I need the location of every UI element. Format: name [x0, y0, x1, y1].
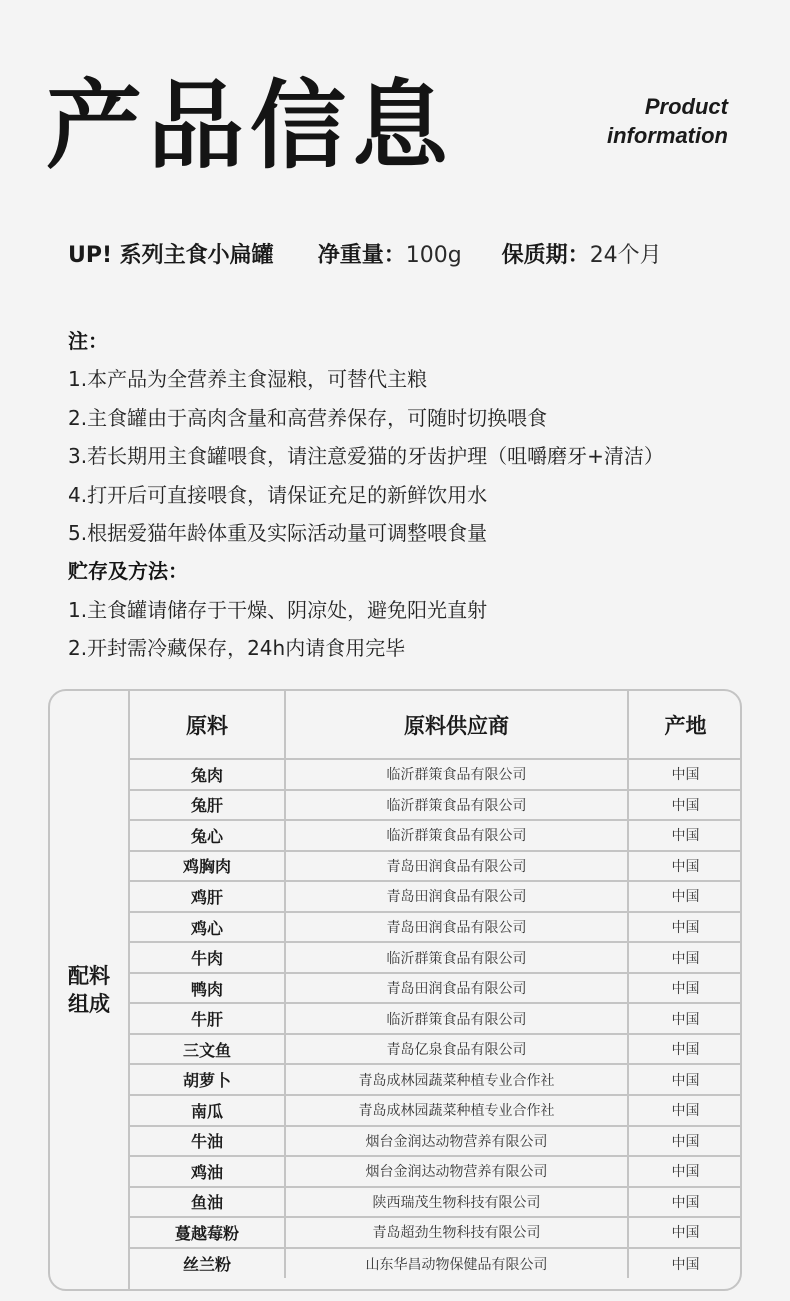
product-specs [68, 240, 748, 272]
origin-cell: 中国 [628, 1126, 742, 1157]
origin-cell: 中国 [628, 759, 742, 790]
material-cell: 牛肝 [130, 1003, 285, 1034]
material-cell: 丝兰粉 [130, 1248, 285, 1279]
material-cell: 鱼油 [130, 1187, 285, 1218]
table-row [130, 1217, 742, 1248]
supplier-cell: 临沂群策食品有限公司 [285, 790, 628, 821]
origin-cell: 中国 [628, 973, 742, 1004]
supplier-cell: 临沂群策食品有限公司 [285, 942, 628, 973]
supplier-cell: 临沂群策食品有限公司 [285, 759, 628, 790]
table-row [130, 1156, 742, 1187]
origin-cell: 中国 [628, 942, 742, 973]
material-cell: 胡萝卜 [130, 1064, 285, 1095]
table-row [130, 1003, 742, 1034]
table-header-row [130, 691, 742, 759]
ingredients-table [130, 691, 742, 1278]
header-origin: 产地 [628, 691, 742, 759]
origin-cell: 中国 [628, 790, 742, 821]
supplier-cell: 山东华昌动物保健品有限公司 [285, 1248, 628, 1279]
material-cell: 南瓜 [130, 1095, 285, 1126]
table-row [130, 912, 742, 943]
table-row [130, 851, 742, 882]
table-row [130, 1034, 742, 1065]
origin-cell: 中国 [628, 881, 742, 912]
table-row [130, 973, 742, 1004]
table-row [130, 759, 742, 790]
ingredients-side-label [50, 691, 130, 1289]
table-row [130, 942, 742, 973]
material-cell: 鸡心 [130, 912, 285, 943]
weight-value: 100g [405, 243, 462, 268]
note-item: 4.打开后可直接喂食，请保证充足的新鲜饮用水 [68, 482, 488, 507]
material-cell: 兔肝 [130, 790, 285, 821]
material-cell: 鸡胸肉 [130, 851, 285, 882]
supplier-cell: 临沂群策食品有限公司 [285, 1003, 628, 1034]
header-material: 原料 [130, 691, 285, 759]
storage-item: 1.主食罐请储存于干燥、阴凉处，避免阳光直射 [68, 597, 488, 622]
origin-cell: 中国 [628, 1003, 742, 1034]
material-cell: 兔肉 [130, 759, 285, 790]
origin-cell: 中国 [628, 1187, 742, 1218]
table-row [130, 820, 742, 851]
note-item: 2.主食罐由于高肉含量和高营养保存，可随时切换喂食 [68, 405, 548, 430]
supplier-cell: 青岛亿泉食品有限公司 [285, 1034, 628, 1065]
origin-cell: 中国 [628, 851, 742, 882]
supplier-cell: 烟台金润达动物营养有限公司 [285, 1156, 628, 1187]
header-supplier: 原料供应商 [285, 691, 628, 759]
note-item: 5.根据爱猫年龄体重及实际活动量可调整喂食量 [68, 520, 488, 545]
table-row [130, 1064, 742, 1095]
supplier-cell: 临沂群策食品有限公司 [285, 820, 628, 851]
table-row [130, 1187, 742, 1218]
shelf-life-label: 保质期： [501, 243, 590, 268]
subtitle-line-1: Product [644, 94, 728, 119]
page-subtitle [607, 92, 728, 150]
product-name: UP! 系列主食小扁罐 [68, 243, 274, 268]
storage-item: 2.开封需冷藏保存，24h内请食用完毕 [68, 636, 406, 661]
material-cell: 兔心 [130, 820, 285, 851]
material-cell: 鸭肉 [130, 973, 285, 1004]
supplier-cell: 青岛田润食品有限公司 [285, 881, 628, 912]
table-row [130, 881, 742, 912]
table-row [130, 1248, 742, 1279]
origin-cell: 中国 [628, 820, 742, 851]
origin-cell: 中国 [671, 1256, 700, 1273]
notes-section [68, 322, 758, 668]
table-row [130, 1126, 742, 1157]
supplier-cell: 青岛成林园蔬菜种植专业合作社 [285, 1095, 628, 1126]
supplier-cell: 青岛田润食品有限公司 [285, 851, 628, 882]
note-item: 3.若长期用主食罐喂食，请注意爱猫的牙齿护理（咀嚼磨牙+清洁） [68, 444, 664, 469]
subtitle-line-2: information [607, 123, 728, 148]
supplier-cell: 烟台金润达动物营养有限公司 [285, 1126, 628, 1157]
note-item: 1.本产品为全营养主食湿粮，可替代主粮 [68, 367, 428, 392]
material-cell: 三文鱼 [130, 1034, 285, 1065]
table-row [130, 790, 742, 821]
supplier-cell: 青岛超劲生物科技有限公司 [285, 1217, 628, 1248]
origin-cell: 中国 [628, 1217, 742, 1248]
supplier-cell: 青岛成林园蔬菜种植专业合作社 [285, 1064, 628, 1095]
supplier-cell: 陕西瑞茂生物科技有限公司 [285, 1187, 628, 1218]
page-title: 产品信息 [46, 70, 454, 182]
material-cell: 鸡油 [130, 1156, 285, 1187]
supplier-cell: 青岛田润食品有限公司 [285, 912, 628, 943]
material-cell: 牛油 [130, 1126, 285, 1157]
origin-cell: 中国 [628, 1156, 742, 1187]
origin-cell: 中国 [628, 1034, 742, 1065]
storage-title: 贮存及方法： [68, 559, 188, 584]
material-cell: 牛肉 [130, 942, 285, 973]
material-cell: 蔓越莓粉 [130, 1217, 285, 1248]
table-row [130, 1095, 742, 1126]
supplier-cell: 青岛田润食品有限公司 [285, 973, 628, 1004]
notes-title: 注： [68, 329, 108, 353]
origin-cell: 中国 [628, 1064, 742, 1095]
shelf-life-value: 24个月 [589, 243, 662, 268]
ingredients-table-container [48, 689, 742, 1291]
side-label-text: 配料组成 [68, 964, 110, 1016]
origin-cell: 中国 [628, 1095, 742, 1126]
weight-label: 净重量： [317, 243, 406, 268]
origin-cell: 中国 [628, 912, 742, 943]
material-cell: 鸡肝 [130, 881, 285, 912]
